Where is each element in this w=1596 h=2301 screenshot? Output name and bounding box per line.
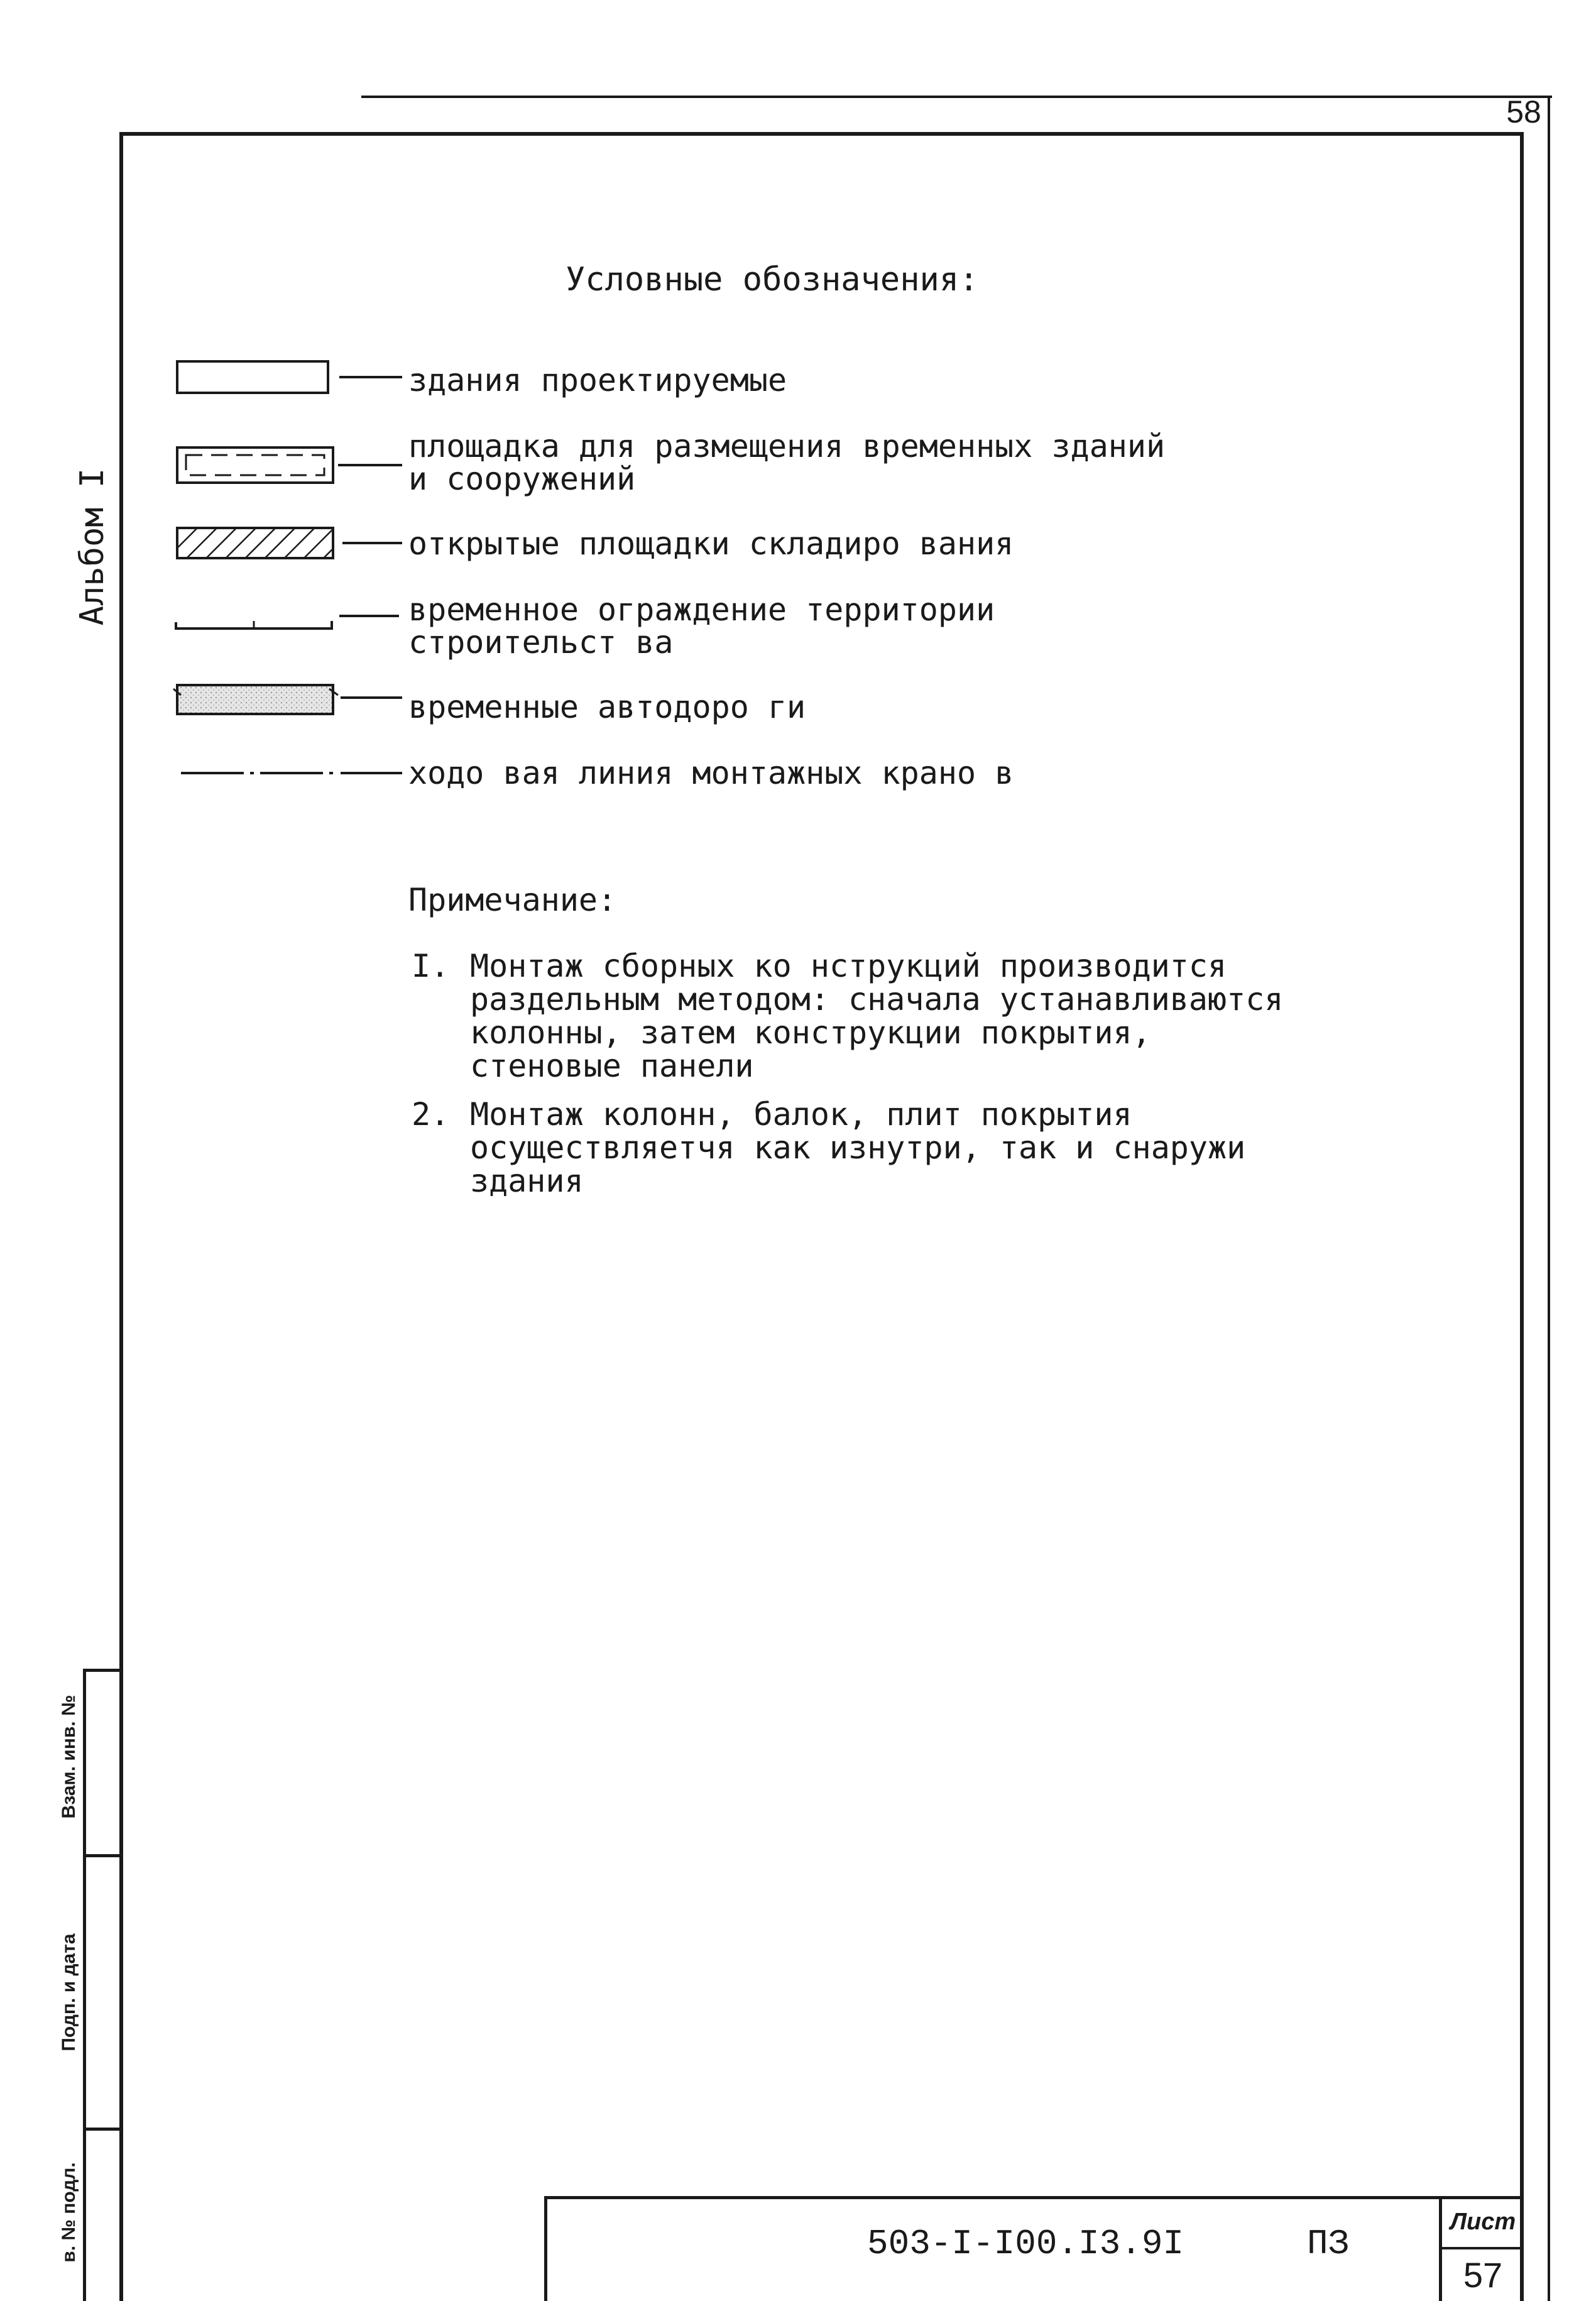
sheet-code: 503-I-I00.I3.9I: [867, 2224, 1184, 2264]
stamp-divider: [83, 2128, 123, 2131]
legend-item-text-cont: и сооружений: [408, 461, 636, 497]
sheet-label: Лист: [1450, 2209, 1516, 2235]
legend-item-text: здания проектируемые: [408, 362, 787, 398]
title-block-left: [544, 2196, 547, 2301]
legend-item-text-cont: строительст ва: [408, 624, 674, 661]
dashed-rect-icon: [177, 448, 402, 483]
sheet-number: 57: [1463, 2255, 1503, 2295]
stamp-strip-right: [119, 1669, 123, 2301]
note-line: осуществляетчя как изнутри, так и снаружи: [470, 1129, 1246, 1166]
stamp-inv-orig: в. № подл.: [58, 2162, 79, 2263]
note-line: Монтаж колонн, балок, плит покрытия: [470, 1096, 1132, 1133]
hatched-rect-icon: [177, 528, 402, 558]
frame-top-border: [119, 132, 1524, 136]
frame-left-border: [119, 132, 123, 1829]
stamp-divider: [83, 1854, 123, 1857]
stamp-sign-date: Подп. и дата: [58, 1933, 79, 2051]
note-line: раздельным методом: сначала устанавливаются: [470, 981, 1284, 1018]
outer-right-border: [1548, 96, 1550, 2301]
note-marker: I.: [412, 948, 450, 984]
rect-icon: [177, 361, 402, 393]
stamp-divider: [83, 1669, 123, 1672]
road-icon: [173, 685, 402, 714]
frame-right-border: [1520, 132, 1524, 2301]
top-thin-rule: [361, 96, 1552, 98]
legend-item-text: временные автодоро ги: [408, 689, 806, 725]
notes-title: Примечание:: [408, 882, 617, 918]
legend-item-text: открытые площадки складиро вания: [408, 525, 1014, 562]
stamp-inv-replace: Взам. инв. №: [58, 1694, 79, 1819]
legend-item-text: временное ограждение территории: [408, 591, 995, 628]
sheet-label-divider: [1440, 2247, 1523, 2249]
fence-icon: [176, 616, 399, 630]
legend-item-text: ходо вая линия монтажных крано в: [408, 755, 1014, 791]
legend-item-text: площадка для размещения временных зданий: [408, 428, 1166, 464]
note-line: стеновые панели: [470, 1048, 754, 1084]
note-marker: 2.: [412, 1096, 450, 1133]
section-code: ПЗ: [1307, 2224, 1350, 2264]
album-label: Альбом I: [74, 468, 111, 626]
note-line: здания: [470, 1163, 584, 1199]
note-line: колонны, затем конструкции покрытия,: [470, 1014, 1151, 1051]
page-number: 58: [1506, 94, 1541, 129]
stamp-strip-border: [83, 1669, 86, 2301]
title-block-top: [544, 2196, 1523, 2199]
note-line: Монтаж сборных ко нструкций производится: [470, 948, 1227, 984]
legend-title: Условные обозначения:: [566, 261, 979, 299]
